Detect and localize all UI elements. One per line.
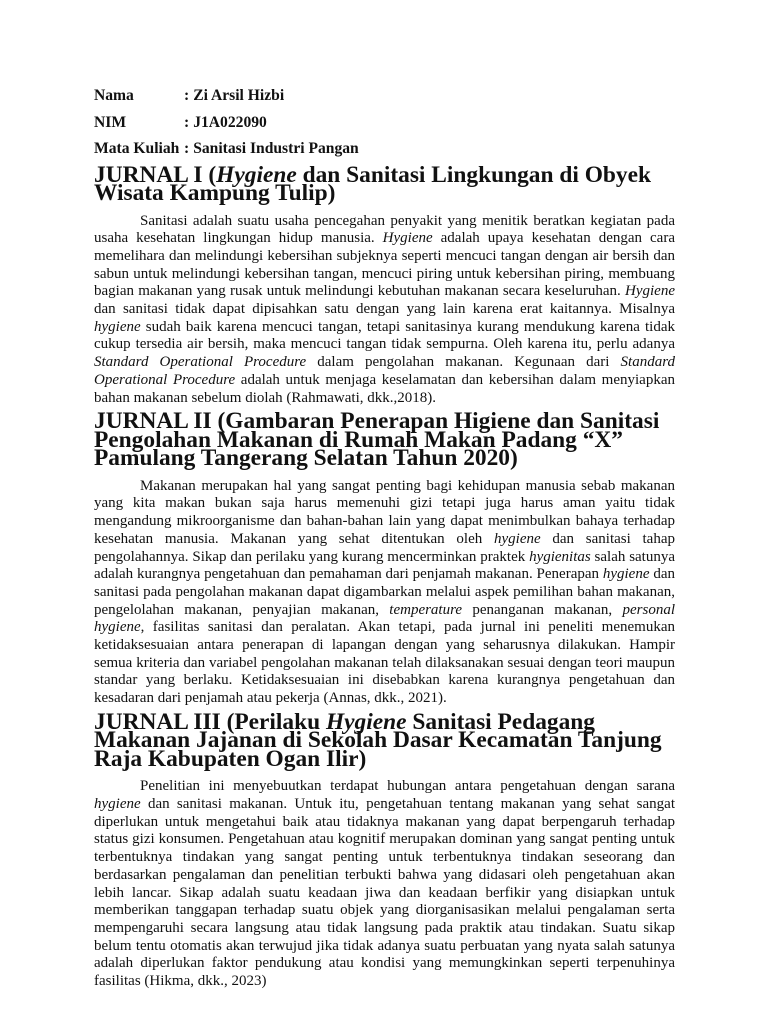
course-label: Mata Kuliah xyxy=(94,140,180,157)
journal-3-paragraph: Penelitian ini menyebuutkan terdapat hubungan antara pengetahuan dengan sarana hygiene dan sanitasi makanan. Untuk itu, pengetahuan tentang makanan yang sehat sangat diperlukan untuk mengetahui baik atau tidaknya makanan yang dapat berpengaruh terhadap status gizi konsumen. Pengetahuan atau kognitif merupakan dominan yang sangat penting untuk terbentuknya tindakan yang sangat penting untuk terbentuknya tindakan seseorang dan berdasarkan pengalaman dan penelitian terbukti bahwa yang didasari oleh pengetahuan akan lebih lancar. Sikap adalah suatu keadaan jiwa dan keadaan berfikir yang disiapkan untuk memberikan tanggapan terhadap suatu objek yang diorganisasikan melalui pengalaman serta mempengaruhi secara langsung atau tidak langsung pada praktik atau tindakan. Suatu sikap belum tentu otomatis akan terwujud jika tidak adanya suatu perbuatan yang nyata salah satunya adalah diperlukan faktor pendukung atau kondisi yang memungkinkan seperti terpenuhinya fasilitas (Hikma, dkk., 2023) xyxy=(94,778,675,990)
name-row xyxy=(94,86,675,106)
document-body xyxy=(94,86,675,991)
name-separator: : xyxy=(184,87,190,104)
journal-2-paragraph: Makanan merupakan hal yang sangat penting bagi kehidupan manusia sebab makanan yang kita makan bukan saja harus memenuhi gizi tetapi juga harus aman yaitu tidak mengandung mikroorganisme dan bahan-bahan lain yang dapat menimbulkan bahaya terhadap kesehatan manusia. Makanan yang sehat ditentukan oleh hygiene dan sanitasi tahap pengolahannya. Sikap dan perilaku yang kurang mencerminkan praktek hygienitas salah satunya adalah kurangnya pengetahuan dan pemahaman dari penjamah makanan. Penerapan hygiene dan sanitasi pada pengolahan makanan dapat digambarkan melalui aspek pemilihan bahan makanan, pengelolahan makanan, penyajian makanan, temperature penanganan makanan, personal hygiene, fasilitas sanitasi dan peralatan. Akan tetapi, pada jurnal ini peneliti menemukan ketidaksesuaian antara penerapan di lapangan dengan yang seharusnya dilakukan. Hampir semua kriteria dan variabel pengolahan makanan telah dilaksanakan sesuai dengan teori maupun standar yang berlaku. Ketidaksesuaian ini disebabkan karena kurangnya pengetahuan dan kesadaran dari penjamah atau pekerja (Annas, dkk., 2021). xyxy=(94,477,676,707)
course-row xyxy=(94,139,675,159)
nim-separator: : xyxy=(184,113,190,131)
course-value: Sanitasi Industri Pangan xyxy=(193,140,359,157)
course-separator: : xyxy=(184,140,190,157)
journal-3-heading: JURNAL III (Perilaku Hygiene Sanitasi Pedagang Makanan Jajanan di Sekolah Dasar Kecamatan Tanjung Raja Kabupaten Ogan Ilir) xyxy=(94,708,662,772)
nim-label: NIM xyxy=(94,113,127,131)
name-label: Nama xyxy=(94,87,134,104)
journal-1-heading: JURNAL I (Hygiene dan Sanitasi Lingkungan di Obyek Wisata Kampung Tulip) xyxy=(94,161,651,206)
journal-2-heading: JURNAL II (Gambaran Penerapan Higiene dan Sanitasi Pengolahan Makanan di Rumah Makan Padang “X” Pamulang Tangerang Selatan Tahun 2020) xyxy=(94,408,660,472)
nim-value: J1A022090 xyxy=(193,113,267,131)
nim-row xyxy=(94,113,675,133)
journal-1-paragraph: Sanitasi adalah suatu usaha pencegahan penyakit yang menitik beratkan kegiatan pada usaha kesehatan lingkungan hidup manusia. Hygiene adalah upaya kesehatan dengan cara memelihara dan melindungi kebersihan subjeknya seperti mencuci tangan dengan air bersih dan sabun untuk melindungi kebersihan tangan, mencuci piring untuk kebersihan piring, membuang bagian makanan yang rusak untuk melindungi kebutuhan makanan secara keseluruhan. Hygiene dan sanitasi tidak dapat dipisahkan satu dengan yang lain karena erat kaitannya. Misalnya hygiene sudah baik karena mencuci tangan, tetapi sanitasinya kurang mendukung karena tidak cukup tersedia air bersih, maka mencuci tangan tidak sempurna. Oleh karena itu, perlu adanya Standard Operational Procedure dalam pengolahan makanan. Kegunaan dari Standard Operational Procedure adalah untuk menjaga keselamatan dan kebersihan dalam menyiapkan bahan makanan sebelum diolah (Rahmawati, dkk.,2018). xyxy=(94,212,675,406)
name-value: Zi Arsil Hizbi xyxy=(193,87,285,104)
